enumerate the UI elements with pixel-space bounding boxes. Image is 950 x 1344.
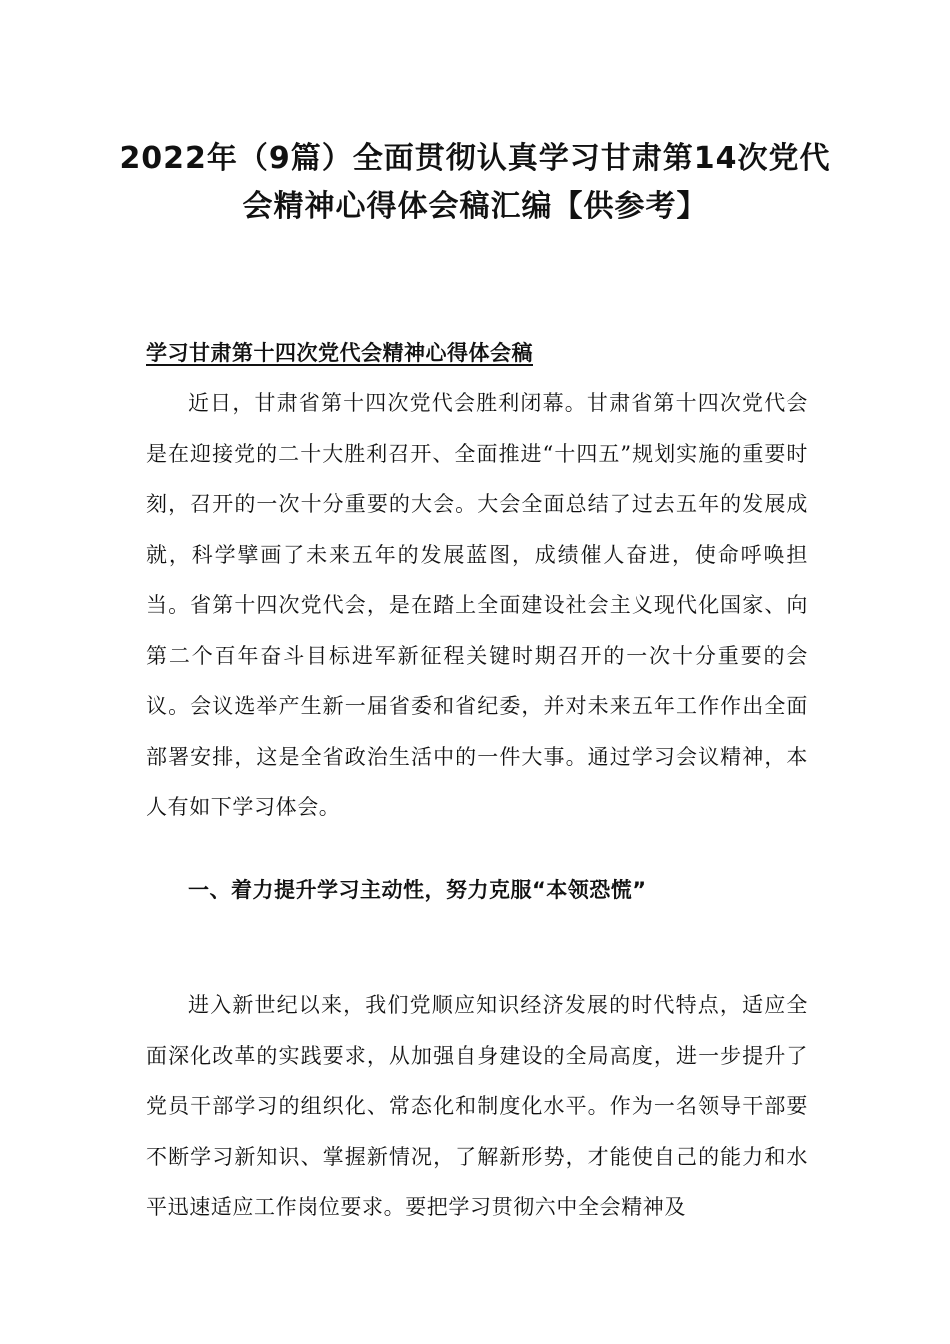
body-paragraph-1: 近日，甘肃省第十四次党代会胜利闭幕。甘肃省第十四次党代会是在迎接党的二十大胜利召开、全面推进“十四五”规划实施的重要时刻，召开的一次十分重要的大会。大会全面总结了过去五年的发展成就，科学擘画了未来五年的发展蓝图，成绩催人奋进，使命呼唤担当。省第十四次党代会，是在踏上全面建设社会主义现代化国家、向第二个百年奋斗目标进军新征程关键时期召开的一次十分重要的会议。会议选举产生新一届省委和省纪委，并对未来五年工作作出全面部署安排，这是全省政治生活中的一件大事。通过学习会议精神，本人有如下学习体会。	[146, 391, 808, 819]
body-paragraph-2: 进入新世纪以来，我们党顺应知识经济发展的时代特点，适应全面深化改革的实践要求，从加强自身建设的全局高度，进一步提升了党员干部学习的组织化、常态化和制度化水平。作为一名领导干部要不断学习新知识、掌握新情况，了解新形势，才能使自己的能力和水平迅速适应工作岗位要求。要把学习贯彻六中全会精神及	[146, 993, 808, 1219]
section-heading-1: 一、着力提升学习主动性，努力克服“本领恐慌”	[188, 878, 647, 902]
document-title-line-1: 2022年（9篇）全面贯彻认真学习甘肃第14次党代	[119, 141, 831, 176]
article-subheading: 学习甘肃第十四次党代会精神心得体会稿	[146, 341, 533, 365]
document-title-line-2: 会精神心得体会稿汇编【供参考】	[242, 189, 708, 224]
